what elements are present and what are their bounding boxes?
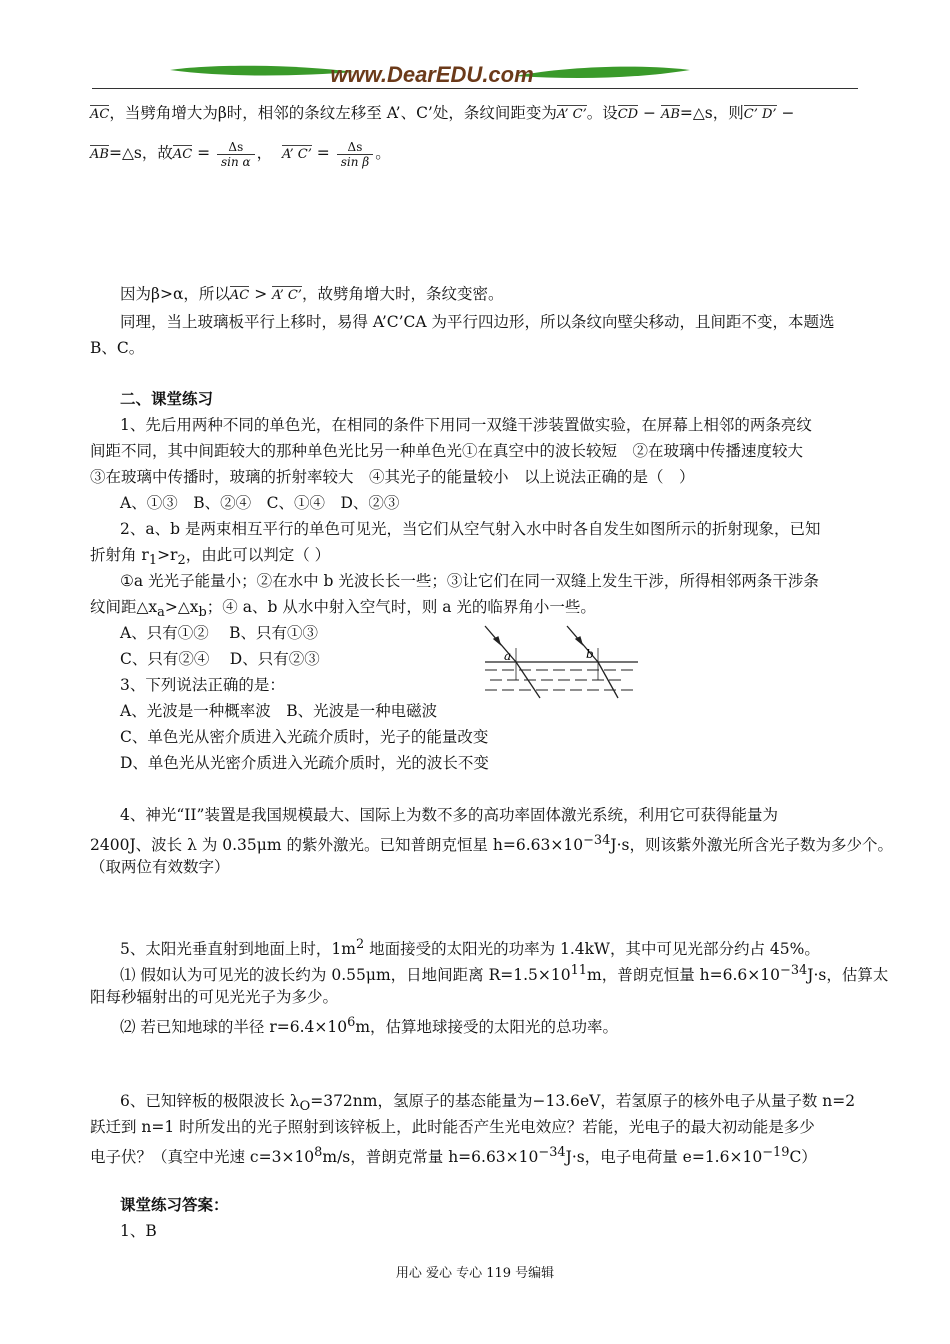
text: − [776, 104, 795, 122]
q2-line1: 2、a、b 是两束相互平行的单色可见光，当它们从空气射入水中时各自发生如图所示的折射现象，已知 [120, 520, 821, 538]
p2-line2: 同理，当上玻璃板平行上移时，易得 A’C’CA 为平行四边形，所以条纹向壁尖移动，且间距不变，本题选 [120, 313, 835, 331]
overline-ac: AC [90, 107, 110, 122]
text: 电子伏？（真空中光速 c=3×10 [90, 1148, 315, 1167]
q4-line2 [90, 830, 893, 856]
frac-den: sin β [340, 154, 370, 169]
q2-options-2: C、只有②④ D、只有②③ [120, 650, 320, 668]
text: 因为β>α，所以 [120, 285, 230, 303]
q2-options-1: A、只有①② B、只有①③ [120, 624, 319, 642]
label-b: b [586, 647, 594, 661]
text: m，估算地球接受的太阳光的总功率。 [355, 1018, 619, 1037]
p2-line3: B、C。 [90, 339, 145, 357]
refraction-figure [470, 620, 640, 700]
q5-line2 [120, 960, 888, 986]
text: ⑴ 假如认为可见光的波长约为 0.55μm，日地间距离 R=1.5×10 [120, 966, 571, 985]
label-a: a [504, 649, 512, 663]
text: ，当劈角增大为β时，相邻的条纹左移至 A’、C’处，条纹间距变为 [109, 104, 557, 122]
q4-line1: 4、神光“II”装置是我国规模最大、国际上为数不多的高功率固体激光系统，利用它可获得能量为 [120, 806, 778, 824]
text: J·s，电子电荷量 e=1.6×10 [565, 1148, 763, 1167]
fraction-ds-sin-alpha [217, 140, 255, 169]
site-logo-text: www.DearEDU.com [330, 62, 534, 87]
q6-line2: 跃迁到 n=1 时所发出的光子照射到该锌板上，此时能否产生光电效应？若能，光电子的最大初动能是多少 [90, 1118, 815, 1136]
overline-c1d1: C’ D’ [743, 107, 777, 122]
text: m，普朗克恒量 h=6.6×10 [587, 966, 780, 985]
sup: −34 [538, 1145, 566, 1160]
water-waves [485, 670, 633, 690]
p2-line1 [120, 283, 503, 307]
text: = [192, 144, 216, 162]
q1-line1: 1、先后用两种不同的单色光，在相同的条件下用同一双缝干涉装置做实验，在屏幕上相邻的两条亮纹 [120, 416, 812, 434]
q5-line1 [120, 934, 820, 960]
sub: 2 [177, 553, 186, 569]
text: 2400J、波长 λ 为 0.35μm 的紫外激光。已知普朗克恒星 h=6.63×10 [90, 836, 584, 855]
text: 。 [375, 144, 391, 162]
answers-title: 课堂练习答案： [120, 1195, 229, 1214]
overline-a1c1: A’ C’ [556, 107, 587, 122]
text: ，由此可以判定（ ） [185, 546, 331, 564]
text: ，故劈角增大时，条纹变密。 [301, 285, 504, 303]
fraction-ds-sin-beta [337, 140, 373, 169]
overline-ab: AB [90, 147, 109, 162]
overline-ac: AC [229, 288, 250, 303]
sup: 11 [570, 963, 588, 978]
sup: 2 [355, 937, 365, 952]
text: C） [789, 1148, 817, 1167]
banner-swoosh-right [515, 67, 690, 78]
q3-stem: 3、下列说法正确的是： [120, 676, 285, 694]
section-title: 二、课堂练习 [120, 389, 214, 408]
q3-option-1: A、光波是一种概率波 B、光波是一种电磁波 [120, 702, 438, 720]
overline-cd: CD [617, 107, 639, 122]
text: 6、已知锌板的极限波长 λ [120, 1092, 300, 1110]
text: 。设 [586, 104, 618, 122]
text: =372nm，氢原子的基态能量为−13.6eV，若氢原子的核外电子从量子数 n=2 [310, 1092, 856, 1110]
text: 5、太阳光垂直射到地面上时，1m [120, 940, 356, 959]
sub: a [157, 605, 165, 621]
overline-ab: AB [660, 107, 680, 122]
q1-line3: ③在玻璃中传播时，玻璃的折射率较大 ④其光子的能量较小 以上说法正确的是（ ） [90, 468, 695, 486]
sub: b [198, 605, 207, 621]
p1-line2 [90, 136, 391, 172]
q1-options: A、①③ B、②④ C、①④ D、②③ [120, 494, 400, 512]
overline-a1c1: A’ C’ [282, 147, 312, 162]
text: J·s，估算太 [807, 966, 889, 985]
q6-line1 [120, 1090, 855, 1118]
text: > [249, 285, 273, 303]
text: 折射角 r [90, 546, 149, 564]
q5-line3: 阳每秒辐射出的可见光光子为多少。 [90, 988, 339, 1006]
text: m/s，普朗克常量 h=6.63×10 [322, 1148, 539, 1167]
text: =△s，则 [679, 104, 744, 122]
sub: O [299, 1099, 311, 1115]
q1-line2: 间距不同，其中间距较大的那种单色光比另一种单色光①在真空中的波长较短 ②在玻璃中传播速度较大 [90, 442, 804, 460]
page-footer: 用心 爱心 专心 119 号编辑 [395, 1266, 555, 1281]
text: − [638, 104, 661, 122]
text: J·s，则该紫外激光所含光子数为多少个。 [610, 836, 893, 855]
q2-line3: ①a 光光子能量小；②在水中 b 光波长长一些；③让它们在同一双缝上发生干涉，所得相邻两条干涉条 [120, 572, 819, 590]
sup: −19 [762, 1145, 790, 1160]
sub: 1 [148, 553, 158, 569]
header-rule [92, 88, 858, 89]
q4-line3: （取两位有效数字） [90, 858, 230, 876]
sup: −34 [583, 833, 611, 848]
sup: 6 [347, 1015, 356, 1030]
text: 纹间距△x [90, 598, 158, 616]
overline-a1c1: A’ C’ [272, 288, 302, 303]
text: ；④ a、b 从水中射入空气时，则 a 光的临界角小一些。 [206, 598, 596, 616]
frac-den: sin α [221, 154, 251, 169]
q3-option-3: D、单色光从光密介质进入光疏介质时，光的波长不变 [120, 754, 489, 772]
text: =△s，故 [108, 144, 173, 162]
text: >r [157, 546, 178, 564]
text: ⑵ 若已知地球的半径 r=6.4×10 [120, 1018, 348, 1037]
frac-num: Δs [217, 140, 255, 155]
q3-option-2: C、单色光从密介质进入光疏介质时，光子的能量改变 [120, 728, 489, 746]
q2-line2 [90, 544, 330, 572]
p1-line1 [90, 102, 794, 126]
frac-num: Δs [337, 140, 373, 155]
text: ， [256, 144, 273, 162]
q6-line3 [90, 1142, 817, 1168]
text: = [311, 144, 335, 162]
answer-1: 1、B [120, 1222, 157, 1240]
overline-ac: AC [172, 147, 193, 162]
banner-swoosh-left [170, 66, 355, 76]
sup: −34 [780, 963, 808, 978]
text: >△x [164, 598, 199, 616]
q5-line4 [120, 1012, 618, 1038]
sup: 8 [314, 1145, 323, 1160]
text: 地面接受的太阳光的功率为 1.4kW，其中可见光部分约占 45%。 [364, 940, 820, 959]
